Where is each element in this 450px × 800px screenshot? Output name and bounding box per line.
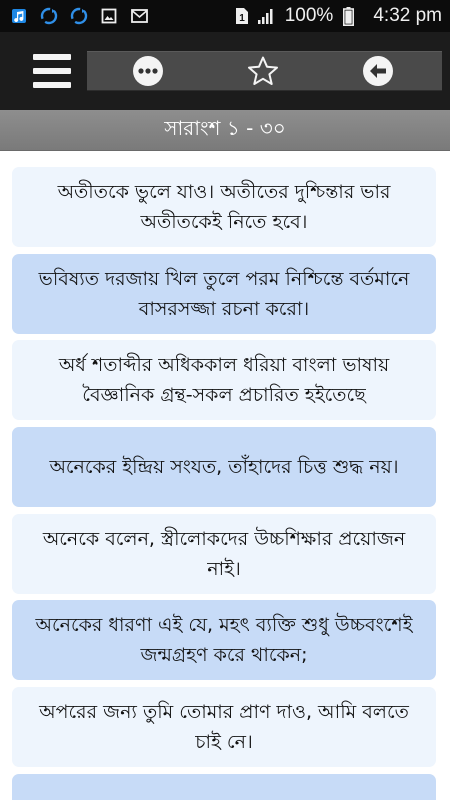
page-title: সারাংশ ১ - ৩০ xyxy=(164,115,286,140)
menu-icon[interactable] xyxy=(33,54,71,88)
list-item[interactable] xyxy=(12,254,436,334)
summary-list xyxy=(0,150,450,800)
more-icon[interactable] xyxy=(131,54,165,88)
sync-icon xyxy=(70,7,88,25)
svg-text:1: 1 xyxy=(238,13,245,24)
list-item-text: অতীতকে ভুলে যাও। অতীতের দুশ্চিন্তার ভার অতীতকেই নিতে হবে। xyxy=(57,181,391,233)
list-item[interactable] xyxy=(12,340,436,420)
list-item-text: ভবিষ্যত দরজায় খিল তুলে পরম নিশ্চিন্তে বর্তমানে বাসরসজ্জা রচনা করো। xyxy=(38,268,410,320)
list-item[interactable] xyxy=(12,167,436,247)
back-icon[interactable] xyxy=(361,54,395,88)
toolbar xyxy=(0,32,450,110)
list-item[interactable] xyxy=(12,600,436,680)
list-item[interactable] xyxy=(12,774,436,800)
clock: 4:32 pm xyxy=(373,5,442,26)
battery-icon xyxy=(339,7,357,25)
list-item-text: অপরের জন্য তুমি তোমার প্রাণ দাও, আমি বলতে চাই নে। xyxy=(39,701,409,753)
list-item-text: অর্ধ শতাব্দীর অধিককাল ধরিয়া বাংলা ভাষায় বৈজ্ঞানিক গ্রন্থ-সকল প্রচারিত হইতেছে xyxy=(58,354,390,406)
notification-icons xyxy=(10,7,160,25)
battery-percent: 100% xyxy=(284,5,334,26)
list-item[interactable] xyxy=(12,427,436,507)
list-item[interactable] xyxy=(12,514,436,594)
music-icon xyxy=(10,7,28,25)
star-icon[interactable] xyxy=(246,54,280,88)
status-bar xyxy=(0,0,450,32)
list-item-text: অনেকে বলেন, স্ত্রীলোকদের উচ্চশিক্ষার প্রয়োজন নাই। xyxy=(42,528,406,580)
sync-icon xyxy=(40,7,58,25)
system-icons xyxy=(233,5,442,27)
list-item-text: অনেকের ধারণা এই যে, মহৎ ব্যক্তি শুধু উচ্চবংশেই জন্মগ্রহণ করে থাকেন; xyxy=(35,614,413,666)
mail-icon xyxy=(130,7,148,25)
signal-icon xyxy=(257,7,275,25)
sim-icon xyxy=(233,7,251,25)
action-panel xyxy=(87,51,442,91)
image-icon xyxy=(100,7,118,25)
list-item-text: অনেকের ইন্দ্রিয় সংযত, তাঁহাদের চিত্ত শুদ্ধ নয়। xyxy=(49,456,399,478)
section-header xyxy=(0,110,450,151)
list-item[interactable] xyxy=(12,687,436,767)
